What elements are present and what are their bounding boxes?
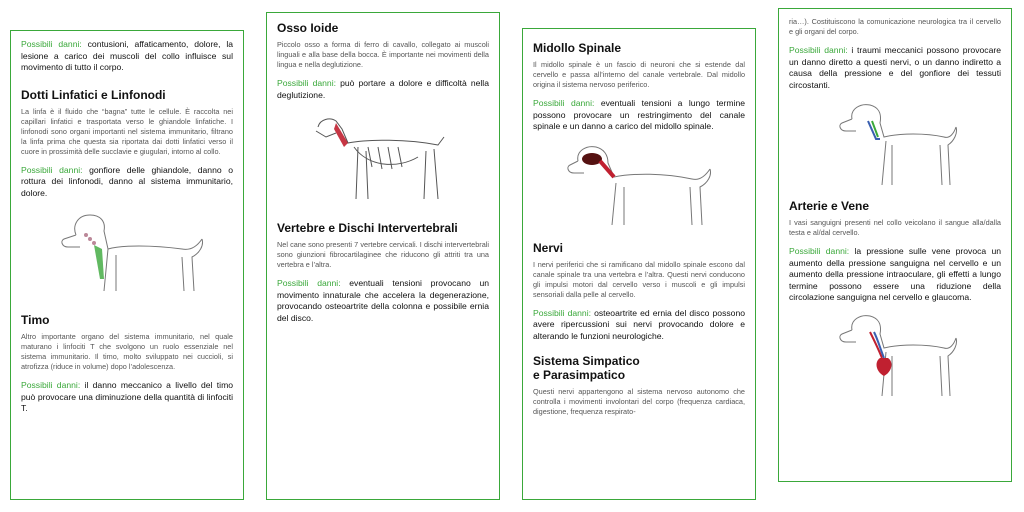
cont-danni (789, 45, 1001, 91)
panel-midollo-nervi (522, 28, 756, 500)
vertebre-desc: Nel cane sono presenti 7 vertebre cervicali. I dischi intervertebrali sono giunzioni fibrocartilaginee che riducono gli attriti tra una vertebra e l’altra. (277, 240, 489, 269)
midollo-desc: Il midollo spinale è un fascio di neuroni che si estende dal cervello e passa all’interno del canale vertebrale. Dal midollo origina il sistema nervoso periferico. (533, 60, 745, 89)
danni-label: Possibili danni: (21, 164, 83, 175)
timo-danni (21, 380, 233, 415)
timo-danni-text: il danno meccanico a livello del timo può provocare una diminuzione della quantità di linfociti T. (21, 380, 234, 413)
dog-nerves-illustration (830, 97, 960, 189)
danni-label: Possibili danni: (277, 78, 336, 88)
timo-desc: Altro importante organo del sistema immunitario, nel quale maturano i linfociti T che svolgono un ruolo essenziale nel sistema immunitario. Il timo, molto sviluppato nei cuccioli, si atrofizza (riduce in volume) dopo l’adolescenza. (21, 332, 233, 371)
linfatici-danni (21, 165, 233, 200)
simpatico-title-line1: Sistema Simpatico (533, 354, 640, 368)
nervi-title: Nervi (533, 240, 564, 255)
midollo-danni-text: eventuali tensioni a lungo termine possono provocare un restringimento del canale spinale e un danno a carico del midollo spinale. (533, 98, 746, 131)
panel-linfatici-timo (10, 30, 244, 500)
simpatico-title-line2: e Parasimpatico (533, 368, 626, 382)
cont-danni-text: i traumi meccanici possono provocare un danno diretto a questi nervi, o un danno indiretto a causa della pressione e del gonfiore dei tessuti circostanti. (789, 45, 1002, 90)
arterie-title: Arterie e Vene (789, 199, 870, 213)
cont-desc: ria…). Costituiscono la comunicazione neurologica tra il cervello e gli organi del corpo. (789, 17, 1001, 36)
intro-danni-text: contusioni, affaticamento, dolore, la lesione a carico dei muscoli del collo influisce sul movimento di tutto il corpo. (21, 39, 234, 72)
nervi-desc: I nervi periferici che si ramificano dal midollo spinale escono dal canale spinale tra una vertebra e l’altra. Questi nervi conducono gli impulsi motori dal cervello verso i muscoli e gli impulsi sensoriali dalla pelle al cervello. (533, 259, 745, 299)
vertebre-danni (277, 278, 489, 324)
nervi-danni-text: osteoartrite ed ernia del disco possono avere ripercussioni sui nervi provocando dolore e alterando le funzioni neurologiche. (533, 307, 746, 341)
midollo-title: Midollo Spinale (533, 41, 622, 55)
vertebre-danni-text: eventuali tensioni provocano un movimento innaturale che accelera la degenerazione, provocando osteoartrite della colonna e possibile ernia del disco. (277, 278, 489, 323)
danni-label: Possibili danni: (277, 278, 341, 288)
danni-label: Possibili danni: (21, 380, 81, 390)
vertebre-title: Vertebre e Dischi Intervertebrali (277, 221, 458, 235)
panel-arterie-vene (778, 8, 1012, 482)
panel-osso-vertebre (266, 12, 500, 500)
timo-title: Timo (21, 313, 50, 327)
simpatico-desc: Questi nervi appartengono al sistema nervoso autonomo che controlla i movimenti involontari del corpo (frequenza cardiaca, digestione, frequenza respirato- (533, 387, 745, 416)
simpatico-title (533, 354, 745, 382)
nervi-danni (533, 308, 745, 343)
danni-label: Possibili danni: (789, 246, 850, 256)
danni-label: Possibili danni: (533, 98, 595, 108)
danni-label: Possibili danni: (533, 307, 591, 318)
arterie-danni (789, 246, 1001, 304)
dog-lymph-illustration (42, 205, 212, 301)
linfatici-title: Dotti Linfatici e Linfonodi (21, 87, 166, 102)
linfatici-desc: La linfa è il fluido che “bagna” tutte le cellule. È raccolta nei capillari linfatici e trasportata verso le ghiandole linfatiche. I linfonodi sono organi importanti nel sistema immunitario, filtrano la linfa prima che questa sia riportata dai dotti linfatici verso il cuore in prossimità delle succlavie e giugulari, intorno al collo. (21, 106, 233, 156)
danni-label: Possibili danni: (789, 45, 848, 55)
midollo-danni (533, 98, 745, 133)
danni-label: Possibili danni: (21, 39, 82, 49)
arterie-desc: I vasi sanguigni presenti nel collo veicolano il sangue alla/dalla testa e al/dal cervello. (789, 218, 1001, 237)
dog-heart-illustration (830, 310, 960, 400)
osso-desc: Piccolo osso a forma di ferro di cavallo, collegato ai muscoli linguali e alla base della bocca. È importante nei movimenti della lingua e nella deglutizione. (277, 40, 489, 69)
dog-spinal-illustration (564, 139, 714, 231)
osso-danni (277, 78, 489, 101)
osso-danni-text: può portare a dolore e difficoltà nella deglutizione. (277, 78, 490, 100)
linfatici-danni-text: gonfiore delle ghiandole, danno o rottura dei linfonodi, danno al sistema immunitario, dolore. (21, 164, 234, 198)
osso-title: Osso Ioide (277, 21, 339, 35)
intro-danni (21, 39, 233, 74)
dog-skeleton-illustration (308, 107, 458, 207)
arterie-danni-text: la pressione sulle vene provoca un aumento della pressione sanguigna nel cervello e un aumento della pressione intraoculare, gli effetti a lungo termine possono essere una riduzione della circolazione sanguigna nel cervello e glaucoma. (789, 246, 1002, 302)
